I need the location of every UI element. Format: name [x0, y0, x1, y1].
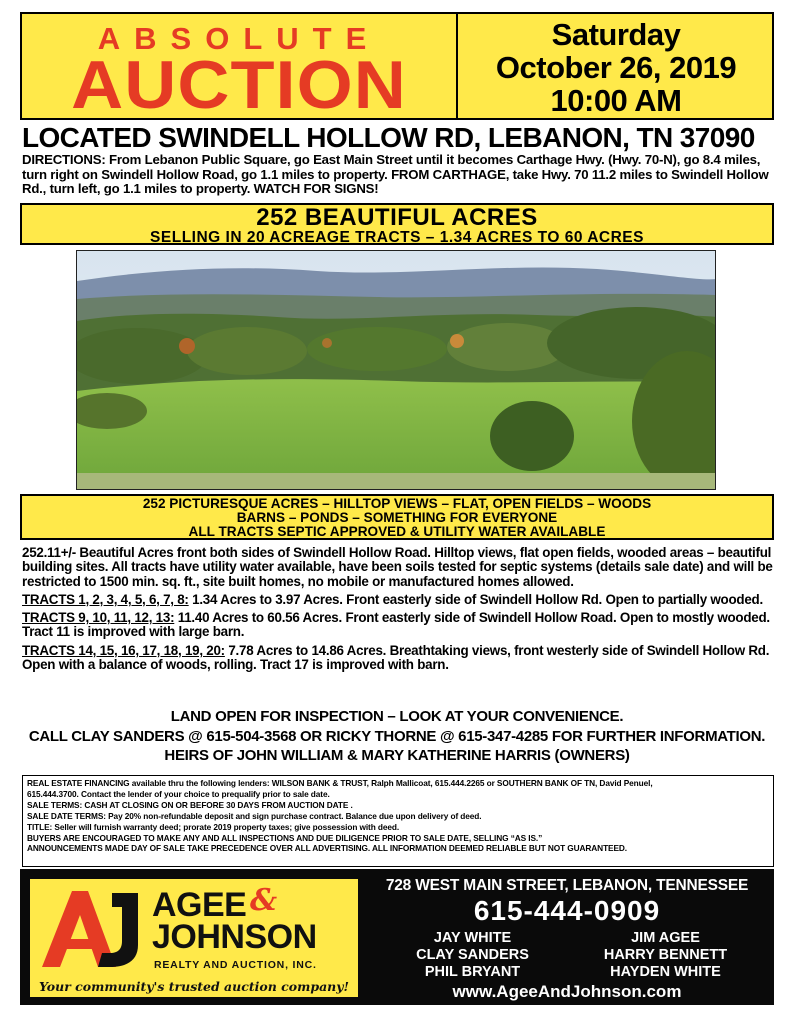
features-line: 252 PICTURESQUE ACRES – HILLTOP VIEWS – FLAT, OPEN FIELDS – WOODS — [142, 496, 652, 511]
company-phone[interactable]: 615-444-0909 — [473, 895, 661, 926]
acres-subtitle: SELLING IN 20 ACREAGE TRACTS – 1.34 ACRES TO 60 ACRES — [150, 229, 644, 246]
agent-row — [376, 930, 762, 947]
company-tagline: Your community's trusted auction company! — [38, 979, 350, 994]
company-subtitle: REALTY AND AUCTION, INC. — [154, 959, 317, 971]
company-name-agee: AGEE — [152, 886, 247, 924]
property-description — [22, 546, 774, 676]
agent-name: CLAY SANDERS — [416, 947, 529, 963]
features-line: ALL TRACTS SEPTIC APPROVED & UTILITY WATER AVAILABLE — [188, 523, 606, 539]
footer-bar — [20, 869, 774, 1005]
auction-time: 10:00 AM — [550, 83, 682, 118]
auction-day: Saturday — [551, 17, 681, 52]
agent-name: JAY WHITE — [433, 930, 512, 946]
auction-date: October 26, 2019 — [495, 50, 737, 85]
agent-row — [376, 964, 762, 981]
features-banner — [20, 494, 774, 540]
aj-logo-icon — [38, 887, 146, 969]
fine-print-line: 615.444.3700. Contact the lender of your choice to prequalify prior to sale date. — [27, 788, 330, 799]
tract-group-2 — [22, 611, 774, 640]
auction-label: AUCTION — [71, 47, 407, 123]
fine-print-line: REAL ESTATE FINANCING available thru the following lenders: WILSON BANK & TRUST, Ralph Mallicoat, 615.444.2265 or SOUTHERN BANK OF TN, David Penuel, — [27, 778, 653, 788]
date-block — [458, 14, 774, 118]
fine-print-line: TITLE: Seller will furnish warranty deed; prorate 2019 property taxes; give possession with deed. — [27, 821, 400, 832]
features-line: BARNS – PONDS – SOMETHING FOR EVERYONE — [236, 509, 558, 525]
tract-group-1 — [22, 593, 774, 607]
fine-print-line: SALE DATE TERMS: Pay 20% non-refundable deposit and sign purchase contract. Balance due upon delivery of deed. — [27, 810, 482, 821]
company-contact — [366, 869, 768, 1005]
agent-name: HARRY BENNETT — [603, 947, 728, 963]
company-logo — [30, 879, 358, 997]
tract-label: TRACTS 9, 10, 11, 12, 13: — [22, 610, 175, 626]
fine-print-line: SALE TERMS: CASH AT CLOSING ON OR BEFORE 30 DAYS FROM AUCTION DATE . — [27, 799, 353, 810]
contact-info-block — [20, 707, 774, 766]
tract-text: 11.40 Acres to 60.56 Acres. Front easterly side of Swindell Hollow Road. Open to mostly wooded. Tract 11 is improved with large barn. — [22, 610, 770, 640]
tract-label: TRACTS 14, 15, 16, 17, 18, 19, 20: — [22, 642, 225, 658]
fine-print-line: BUYERS ARE ENCOURAGED TO MAKE ANY AND ALL INSPECTIONS AND DUE DILIGENCE PRIOR TO SALE DATE, SELLING “AS IS.” — [27, 832, 543, 843]
fine-print-box — [22, 775, 774, 867]
agent-row — [376, 947, 762, 964]
agent-list — [376, 930, 762, 981]
tract-text: 7.78 Acres to 14.86 Acres. Breathtaking views, front westerly side of Swindell Hollow Rd. Open with a balance of woods, rolling. Tract 17 is improved with barn. — [22, 642, 770, 673]
location-heading: LOCATED SWINDELL HOLLOW RD, LEBANON, TN 37090 — [22, 122, 755, 153]
acres-banner — [20, 203, 774, 245]
directions-text: DIRECTIONS: From Lebanon Public Square, go East Main Street until it becomes Carthage Hwy. (Hwy. 70-N), go 8.4 miles, turn right on Swindell Hollow Road, go 1.1 miles to property. FROM CARTHAGE, take Hwy. 70 11.2 miles to Swindell Hollow Rd., turn left, go 1.1 miles to property. WATCH FOR SIGNS! — [22, 152, 769, 196]
tract-group-3 — [22, 644, 774, 673]
company-ampersand: & — [250, 883, 278, 918]
agent-name: HAYDEN WHITE — [610, 964, 721, 980]
agent-name: PHIL BRYANT — [424, 964, 521, 980]
acres-title: 252 BEAUTIFUL ACRES — [256, 204, 538, 231]
company-address: 728 WEST MAIN STREET, LEBANON, TENNESSEE — [385, 877, 749, 894]
agent-name: JIM AGEE — [631, 930, 700, 946]
description-paragraph: 252.11+/- Beautiful Acres front both sides of Swindell Hollow Road. Hilltop views, flat open fields, wooded areas – beautiful building sites. All tracts have utility water available, have been soils tested for septic systems (details sale date) and will be restricted to 1500 min. sq. ft., site built homes, no mobile or manufactured homes allowed. — [22, 545, 773, 589]
website-link[interactable]: www.AgeeAndJohnson.com — [452, 982, 682, 1001]
owners-line: HEIRS OF JOHN WILLIAM & MARY KATHERINE HARRIS (OWNERS) — [164, 747, 630, 764]
absolute-label: ABSOLUTE — [97, 21, 381, 56]
company-name-johnson: JOHNSON — [152, 918, 317, 956]
property-photo — [76, 250, 716, 490]
call-line: CALL CLAY SANDERS @ 615-504-3568 OR RICKY THORNE @ 615-347-4285 FOR FURTHER INFORMATION. — [28, 727, 766, 745]
tract-label: TRACTS 1, 2, 3, 4, 5, 6, 7, 8: — [22, 591, 189, 607]
header-banner — [20, 12, 774, 123]
tract-text: 1.34 Acres to 3.97 Acres. Front easterly side of Swindell Hollow Rd. Open to partially wooded. — [188, 591, 763, 607]
auction-title-block — [22, 14, 458, 123]
inspection-line: LAND OPEN FOR INSPECTION – LOOK AT YOUR CONVENIENCE. — [170, 708, 624, 725]
fine-print-line: ANNOUNCEMENTS MADE DAY OF SALE TAKE PRECEDENCE OVER ALL ADVERTISING. ALL INFORMATION DEEMED RELIABLE BUT NOT GUARANTEED. — [27, 843, 628, 854]
